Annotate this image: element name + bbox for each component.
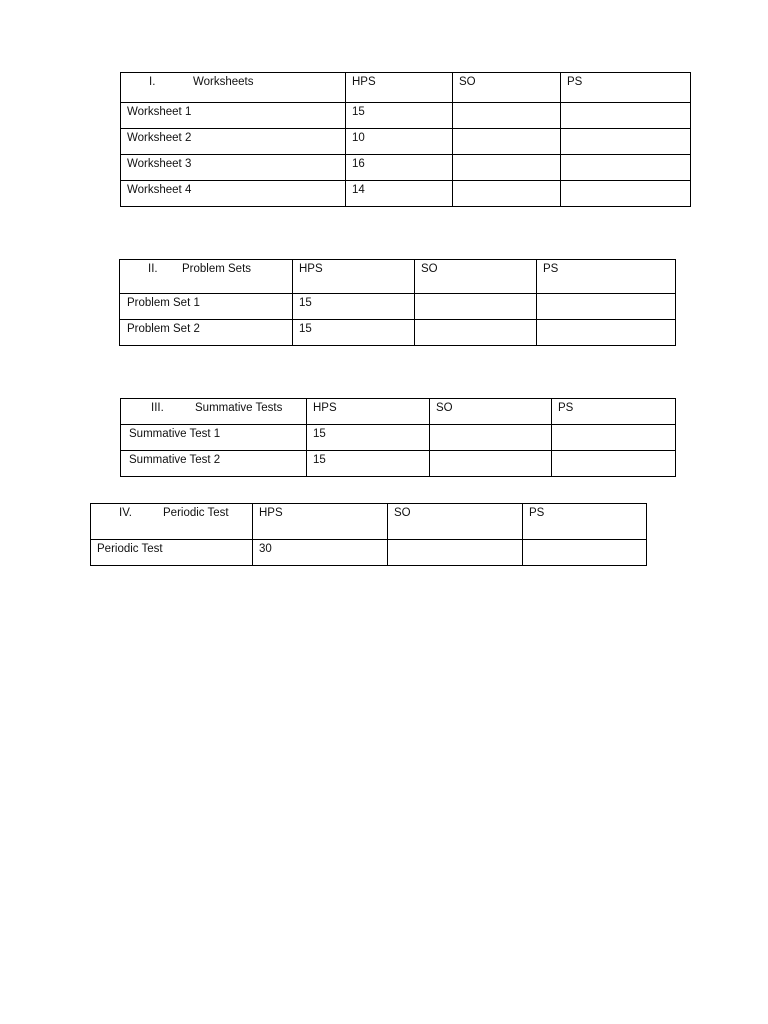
item-cell: Summative Test 2 <box>121 451 307 477</box>
ps-cell <box>552 451 676 477</box>
ps-cell <box>561 155 691 181</box>
table-row <box>121 155 691 181</box>
hps-cell: 30 <box>253 540 388 566</box>
table-row <box>120 294 676 320</box>
worksheets-table <box>120 72 691 207</box>
problem-sets-table <box>119 259 676 346</box>
so-cell <box>430 425 552 451</box>
section-title: Periodic Test <box>163 507 229 519</box>
so-cell <box>453 129 561 155</box>
summative-tests-table <box>120 398 676 477</box>
table-row <box>121 103 691 129</box>
hps-cell: 15 <box>346 103 453 129</box>
section-number: IV. <box>119 507 133 519</box>
periodic-test-table <box>90 503 647 566</box>
section-title-cell <box>121 399 307 425</box>
section-title-cell <box>120 260 293 294</box>
item-cell: Periodic Test <box>91 540 253 566</box>
column-header-ps: PS <box>537 260 676 294</box>
table-row <box>121 129 691 155</box>
item-cell: Problem Set 1 <box>120 294 293 320</box>
table-header-row <box>121 73 691 103</box>
table-row <box>120 320 676 346</box>
section-number: II. <box>148 263 158 275</box>
section-title: Worksheets <box>193 76 254 88</box>
table-header-row <box>91 504 647 540</box>
table-row <box>91 540 647 566</box>
column-header-so: SO <box>388 504 523 540</box>
hps-cell: 15 <box>293 320 415 346</box>
column-header-so: SO <box>430 399 552 425</box>
section-title-cell <box>121 73 346 103</box>
so-cell <box>430 451 552 477</box>
column-header-so: SO <box>415 260 537 294</box>
item-cell: Worksheet 3 <box>121 155 346 181</box>
column-header-hps: HPS <box>253 504 388 540</box>
ps-cell <box>537 294 676 320</box>
item-cell: Worksheet 1 <box>121 103 346 129</box>
column-header-so: SO <box>453 73 561 103</box>
section-number: I. <box>149 76 156 88</box>
table-header-row <box>121 399 676 425</box>
column-header-ps: PS <box>561 73 691 103</box>
ps-cell <box>561 181 691 207</box>
item-cell: Worksheet 4 <box>121 181 346 207</box>
hps-cell: 14 <box>346 181 453 207</box>
section-title-cell <box>91 504 253 540</box>
ps-cell <box>537 320 676 346</box>
hps-cell: 15 <box>307 425 430 451</box>
hps-cell: 15 <box>307 451 430 477</box>
item-cell: Problem Set 2 <box>120 320 293 346</box>
so-cell <box>453 103 561 129</box>
hps-cell: 16 <box>346 155 453 181</box>
column-header-hps: HPS <box>307 399 430 425</box>
so-cell <box>415 294 537 320</box>
ps-cell <box>552 425 676 451</box>
ps-cell <box>523 540 647 566</box>
so-cell <box>453 181 561 207</box>
table-header-row <box>120 260 676 294</box>
ps-cell <box>561 103 691 129</box>
column-header-hps: HPS <box>293 260 415 294</box>
so-cell <box>388 540 523 566</box>
section-title: Summative Tests <box>195 402 283 414</box>
item-cell: Summative Test 1 <box>121 425 307 451</box>
ps-cell <box>561 129 691 155</box>
item-cell: Worksheet 2 <box>121 129 346 155</box>
table-row <box>121 181 691 207</box>
column-header-hps: HPS <box>346 73 453 103</box>
table-row <box>121 425 676 451</box>
column-header-ps: PS <box>552 399 676 425</box>
column-header-ps: PS <box>523 504 647 540</box>
table-row <box>121 451 676 477</box>
so-cell <box>415 320 537 346</box>
hps-cell: 15 <box>293 294 415 320</box>
section-number: III. <box>151 402 164 414</box>
so-cell <box>453 155 561 181</box>
hps-cell: 10 <box>346 129 453 155</box>
section-title: Problem Sets <box>182 263 252 275</box>
